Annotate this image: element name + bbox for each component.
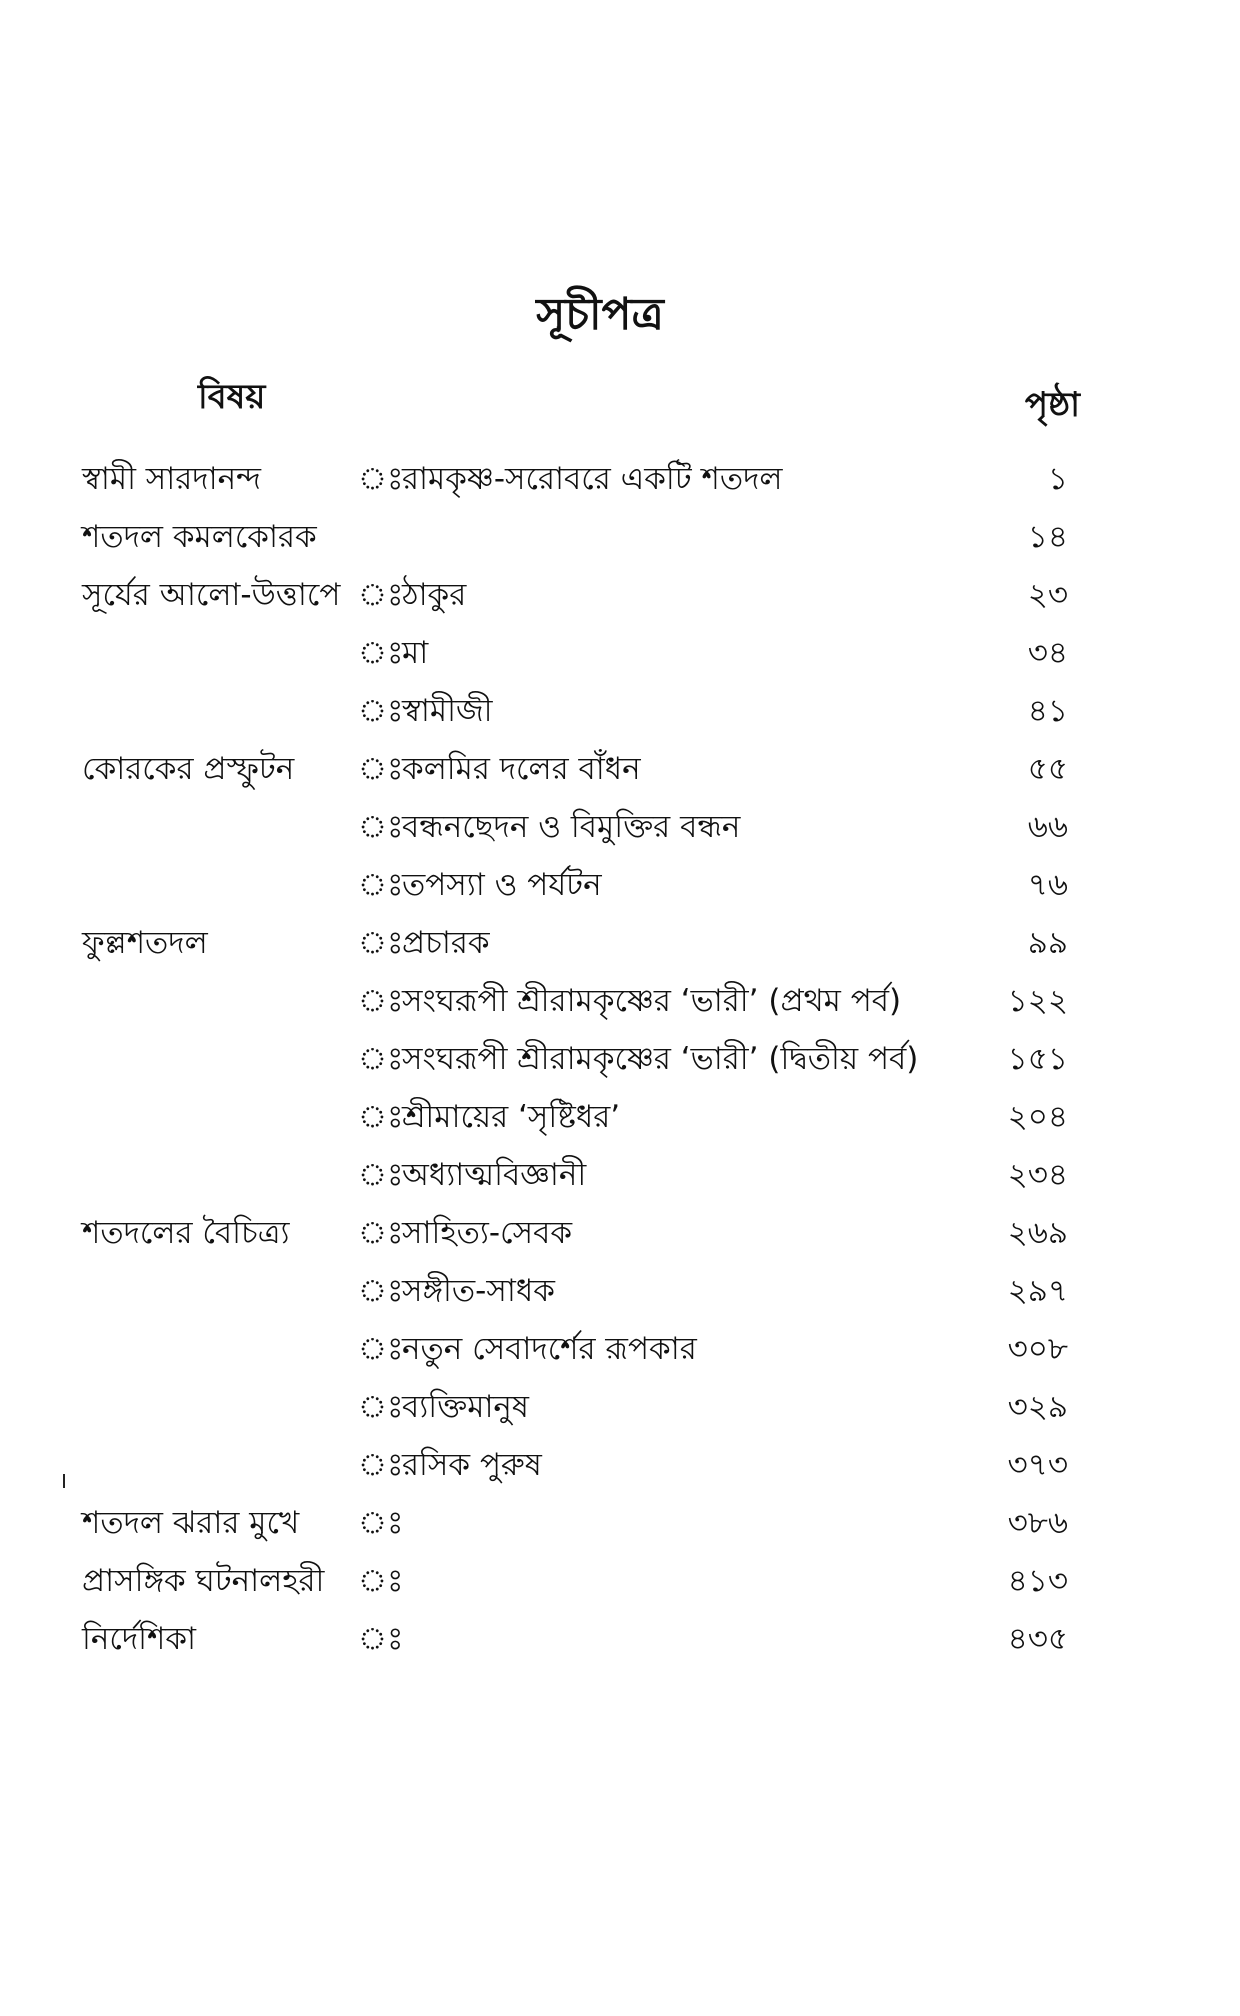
- toc-page-number: ১৪: [1027, 519, 1068, 555]
- toc-topic: নতুন সেবাদর্শের রূপকার: [402, 1331, 697, 1367]
- toc-row: [0, 1030, 1240, 1088]
- toc-row: [0, 1262, 1240, 1320]
- toc-topic: স্বামীজী: [402, 693, 493, 729]
- page-column-header: পৃষ্ঠা: [1024, 385, 1080, 425]
- toc-topic: সঙ্গীত-সাধক: [402, 1273, 555, 1309]
- toc-separator: ঃ: [358, 1157, 404, 1193]
- toc-topic: শ্রীমায়ের ‘সৃষ্টিধর’: [402, 1099, 621, 1135]
- toc-separator: ঃ: [358, 867, 404, 903]
- stray-print-mark: [63, 1474, 65, 1488]
- toc-page-number: ৭৬: [1027, 867, 1068, 903]
- toc-page-number: ৩৭৩: [1007, 1447, 1068, 1483]
- toc-separator: ঃ: [358, 925, 404, 961]
- toc-page-number: ২৬৯: [1007, 1215, 1068, 1251]
- toc-topic: কলমির দলের বাঁধন: [402, 751, 641, 787]
- toc-topic: তপস্যা ও পর্যটন: [402, 867, 602, 903]
- toc-section: সূর্যের আলো-উত্তাপে: [82, 577, 341, 613]
- toc-page-number: ৩৮৬: [1007, 1505, 1068, 1541]
- toc-section: স্বামী সারদানন্দ: [82, 461, 261, 497]
- toc-page-number: ১২২: [1007, 983, 1068, 1019]
- toc-page-number: ৩০৮: [1007, 1331, 1068, 1367]
- toc-page-number: ২৩: [1027, 577, 1068, 613]
- toc-page-number: ৪৩৫: [1007, 1621, 1068, 1657]
- toc-separator: ঃ: [358, 461, 404, 497]
- toc-topic: ব্যক্তিমানুষ: [402, 1389, 530, 1425]
- toc-separator: ঃ: [358, 1273, 404, 1309]
- toc-separator: ঃ: [358, 983, 404, 1019]
- table-of-contents: [0, 450, 1240, 1668]
- toc-topic: প্রচারক: [402, 925, 490, 961]
- toc-page-number: ২০৪: [1007, 1099, 1068, 1135]
- toc-section: কোরকের প্রস্ফুটন: [82, 751, 295, 787]
- toc-row: [0, 798, 1240, 856]
- toc-separator: ঃ: [358, 1331, 404, 1367]
- toc-row: [0, 624, 1240, 682]
- toc-page-number: ৪১: [1027, 693, 1068, 729]
- subject-column-header: বিষয়: [198, 377, 266, 417]
- toc-separator: ঃ: [358, 809, 404, 845]
- toc-page-number: ৪১৩: [1007, 1563, 1068, 1599]
- toc-section: শতদল কমলকোরক: [82, 519, 317, 555]
- toc-page-number: ৯৯: [1027, 925, 1068, 961]
- toc-separator: ঃ: [358, 1041, 404, 1077]
- page-title: সূচীপত্র: [536, 289, 664, 340]
- toc-topic: সংঘরূপী শ্রীরামকৃষ্ণের ‘ভারী’ (প্রথম পর্ব): [402, 983, 902, 1019]
- toc-topic: সংঘরূপী শ্রীরামকৃষ্ণের ‘ভারী’ (দ্বিতীয় পর্ব): [402, 1041, 919, 1077]
- toc-row: [0, 972, 1240, 1030]
- toc-separator: ঃ: [358, 1505, 404, 1541]
- toc-row: [0, 1436, 1240, 1494]
- toc-row: [0, 1378, 1240, 1436]
- toc-row: [0, 1494, 1240, 1552]
- toc-separator: ঃ: [358, 1099, 404, 1135]
- toc-topic: অধ্যাত্মবিজ্ঞানী: [402, 1157, 587, 1193]
- toc-separator: ঃ: [358, 577, 404, 613]
- toc-section: শতদল ঝরার মুখে: [82, 1505, 300, 1541]
- toc-row: [0, 566, 1240, 624]
- toc-row: [0, 1552, 1240, 1610]
- toc-row: [0, 1610, 1240, 1668]
- toc-separator: ঃ: [358, 1389, 404, 1425]
- toc-page-number: ১: [1047, 461, 1068, 497]
- toc-page-number: ৩২৯: [1007, 1389, 1068, 1425]
- toc-separator: ঃ: [358, 751, 404, 787]
- toc-topic: মা: [402, 635, 429, 671]
- toc-topic: রসিক পুরুষ: [402, 1447, 542, 1483]
- toc-section: ফুল্লশতদল: [82, 925, 208, 961]
- toc-separator: ঃ: [358, 1563, 404, 1599]
- toc-page-number: ৩৪: [1027, 635, 1068, 671]
- toc-page-number: ১৫১: [1007, 1041, 1068, 1077]
- toc-row: [0, 856, 1240, 914]
- toc-topic: ঠাকুর: [402, 577, 467, 613]
- toc-page-number: ৫৫: [1027, 751, 1068, 787]
- toc-topic: বন্ধনছেদন ও বিমুক্তির বন্ধন: [402, 809, 741, 845]
- toc-section: শতদলের বৈচিত্র্য: [82, 1215, 290, 1251]
- toc-separator: ঃ: [358, 635, 404, 671]
- toc-row: [0, 1146, 1240, 1204]
- toc-topic: সাহিত্য-সেবক: [402, 1215, 573, 1251]
- toc-page-number: ২৩৪: [1007, 1157, 1068, 1193]
- toc-row: [0, 508, 1240, 566]
- toc-row: [0, 1088, 1240, 1146]
- toc-section: নির্দেশিকা: [82, 1621, 197, 1657]
- toc-separator: ঃ: [358, 693, 404, 729]
- toc-row: [0, 450, 1240, 508]
- toc-row: [0, 682, 1240, 740]
- toc-section: প্রাসঙ্গিক ঘটনালহরী: [82, 1563, 325, 1599]
- toc-separator: ঃ: [358, 1621, 404, 1657]
- toc-row: [0, 914, 1240, 972]
- toc-separator: ঃ: [358, 1447, 404, 1483]
- toc-row: [0, 1204, 1240, 1262]
- toc-row: [0, 1320, 1240, 1378]
- toc-topic: রামকৃষ্ণ-সরোবরে একটি শতদল: [402, 461, 783, 497]
- toc-separator: ঃ: [358, 1215, 404, 1251]
- toc-page-number: ২৯৭: [1007, 1273, 1068, 1309]
- toc-page-number: ৬৬: [1027, 809, 1068, 845]
- toc-row: [0, 740, 1240, 798]
